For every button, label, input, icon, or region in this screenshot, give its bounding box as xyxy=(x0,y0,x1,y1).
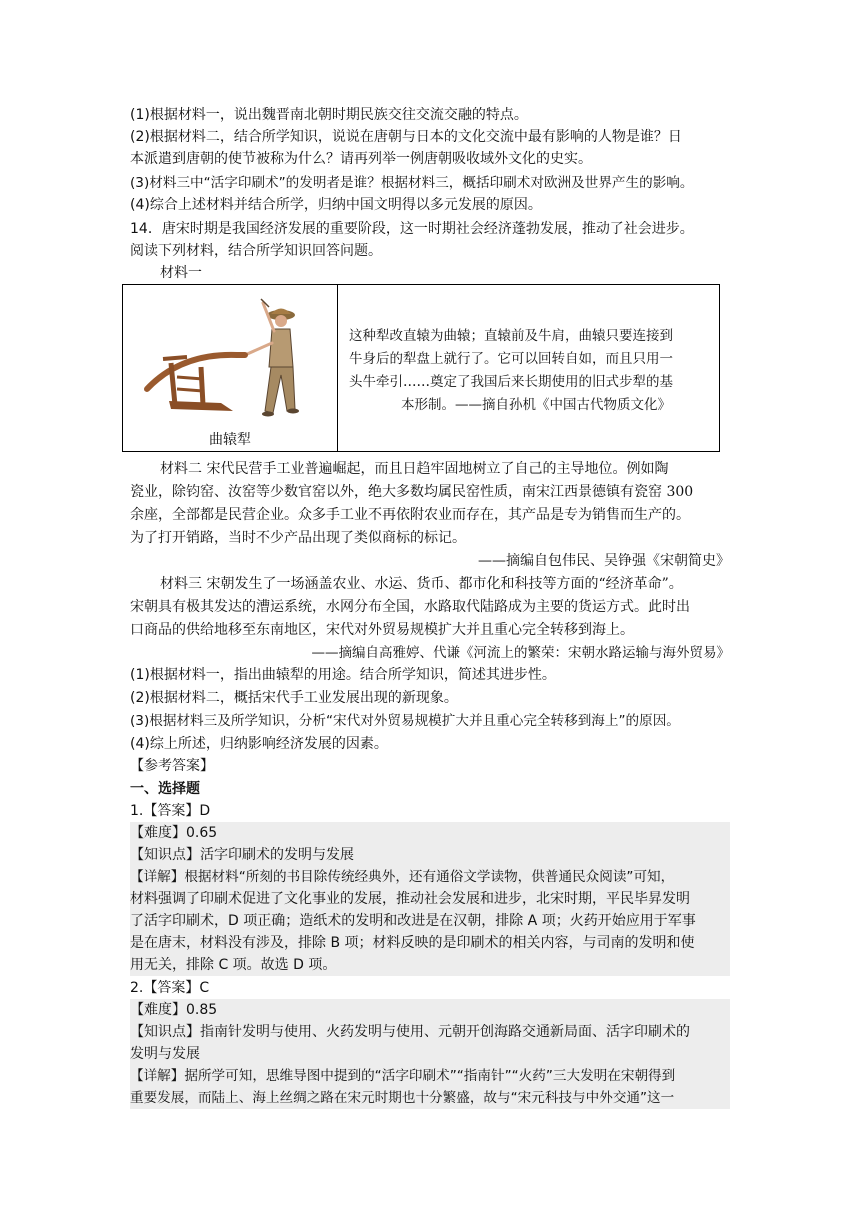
answer-1-detail-line: 【详解】根据材料“所刻的书目除传统经典外，还有通俗文学读物，供普通民众阅读”可知， xyxy=(130,866,730,888)
material-3-line3: 口商品的供给地移至东南地区，宋代对外贸易规模扩大并且重心完全转移到海上。 xyxy=(130,622,634,638)
material-3-line1: 材料三 宋朝发生了一场涵盖农业、水运、货币、都市化和科技等方面的“经济革命”。 xyxy=(160,576,683,592)
material-2-line3: 余座，全部都是民营企业。众多手工业不再依附农业而存在，其产品是专为销售而生产的。 xyxy=(130,507,690,523)
answer-2-knowledge-line: 发明与发展 xyxy=(130,1043,730,1065)
q14-sub1: (1)根据材料一，指出曲辕犁的用途。结合所学知识，简述其进步性。 xyxy=(130,667,556,683)
section-heading: 一、选择题 xyxy=(130,781,200,797)
material-1-table xyxy=(122,284,720,452)
q14-stem-line1: 14．唐宋时期是我国经济发展的重要阶段，这一时期社会经济蓬勃发展，推动了社会进步。 xyxy=(130,221,694,237)
answer-2-detail-line: 【详解】据所学可知，思维导图中提到的“活字印刷术”“指南针”“火药”三大发明在宋朝得到 xyxy=(130,1065,730,1087)
material-2-line4: 为了打开销路，当时不少产品出现了类似商标的标记。 xyxy=(130,530,466,546)
answer-1-detail-line: 是在唐末，材料没有涉及，排除 B 项；材料反映的是印刷术的相关内容，与司南的发明和使 xyxy=(130,932,730,954)
material-1-line: 头牛牵引……奠定了我国后来长期使用的旧式步犁的基 xyxy=(349,374,673,390)
material-1-text xyxy=(349,325,715,417)
answer-2: 2.【答案】C xyxy=(130,980,210,996)
material-3-source: ——摘编自高雅婷、代谦《河流上的繁荣：宋朝水路运输与海外贸易》 xyxy=(311,645,730,661)
answer-1-difficulty: 【难度】0.65 xyxy=(130,822,730,844)
answer-1-detail-line: 用无关，排除 C 项。故选 D 项。 xyxy=(130,954,730,976)
q14-sub4: (4)综上所述，归纳影响经济发展的因素。 xyxy=(130,736,388,752)
answer-1: 1.【答案】D xyxy=(130,803,211,819)
curved-plow-illustration xyxy=(141,293,321,425)
q13-sub2-line2: 本派遣到唐朝的使节被称为什么？请再列举一例唐朝吸收域外文化的史实。 xyxy=(130,151,592,167)
q14-sub3: (3)根据材料三及所学知识，分析“宋代对外贸易规模扩大并且重心完全转移到海上”的原因。 xyxy=(130,713,680,729)
q13-sub4: (4)综合上述材料并结合所学，归纳中国文明得以多元发展的原因。 xyxy=(130,197,542,213)
q14-sub2: (2)根据材料二，概括宋代手工业发展出现的新现象。 xyxy=(130,690,458,706)
q13-sub1: (1)根据材料一，说出魏晋南北朝时期民族交往交流交融的特点。 xyxy=(130,107,528,123)
answer-2-knowledge-line: 【知识点】指南针发明与使用、火药发明与使用、元朝开创海路交通新局面、活字印刷术的 xyxy=(130,1021,730,1043)
material-3-line2: 宋朝具有极其发达的漕运系统，水网分布全国，水路取代陆路成为主要的货运方式。此时出 xyxy=(130,599,690,615)
answer-1-knowledge: 【知识点】活字印刷术的发明与发展 xyxy=(130,844,730,866)
answer-2-difficulty: 【难度】0.85 xyxy=(130,999,730,1021)
q14-stem-line2: 阅读下列材料，结合所学知识回答问题。 xyxy=(130,243,382,259)
answer-1-detail-line: 了活字印刷术，D 项正确；造纸术的发明和改进是在汉朝，排除 A 项；火药开始应用于军事 xyxy=(130,910,730,932)
material-1-line: 牛身后的犁盘上就行了。它可以回转自如，而且只用一 xyxy=(349,351,673,367)
material-1-label: 材料一 xyxy=(160,265,202,281)
table-divider xyxy=(337,285,338,451)
material-2-line2: 瓷业，除钧窑、汝窑等少数官窑以外，绝大多数均属民窑性质，南宋江西景德镇有瓷窑 300 xyxy=(130,484,694,500)
material-1-line: 这种犁改直辕为曲辕；直辕前及牛肩，曲辕只要连接到 xyxy=(349,328,673,344)
material-2-line1: 材料二 宋代民营手工业普遍崛起，而且日趋牢固地树立了自己的主导地位。例如陶 xyxy=(160,461,669,477)
answer-2-detail-line: 重要发展，而陆上、海上丝绸之路在宋元时期也十分繁盛，故与“宋元科技与中外交通”这一 xyxy=(130,1087,730,1109)
answer-1-detail-line: 材料强调了印刷术促进了文化事业的发展，推动社会发展和进步，北宋时期，平民毕昇发明 xyxy=(130,888,730,910)
q13-sub3: (3)材料三中“活字印刷术”的发明者是谁？根据材料三，概括印刷术对欧洲及世界产生的影响。 xyxy=(130,175,694,191)
material-1-source: 本形制。——摘自孙机《中国古代物质文化》 xyxy=(401,397,671,413)
q13-sub2-line1: (2)根据材料二，结合所学知识，说说在唐朝与日本的文化交流中最有影响的人物是谁？日 xyxy=(130,129,682,145)
plow-caption: 曲辕犁 xyxy=(209,432,251,448)
answers-header: 【参考答案】 xyxy=(130,758,214,774)
material-2-source: ——摘编自包伟民、吴铮强《宋朝简史》 xyxy=(478,553,730,569)
